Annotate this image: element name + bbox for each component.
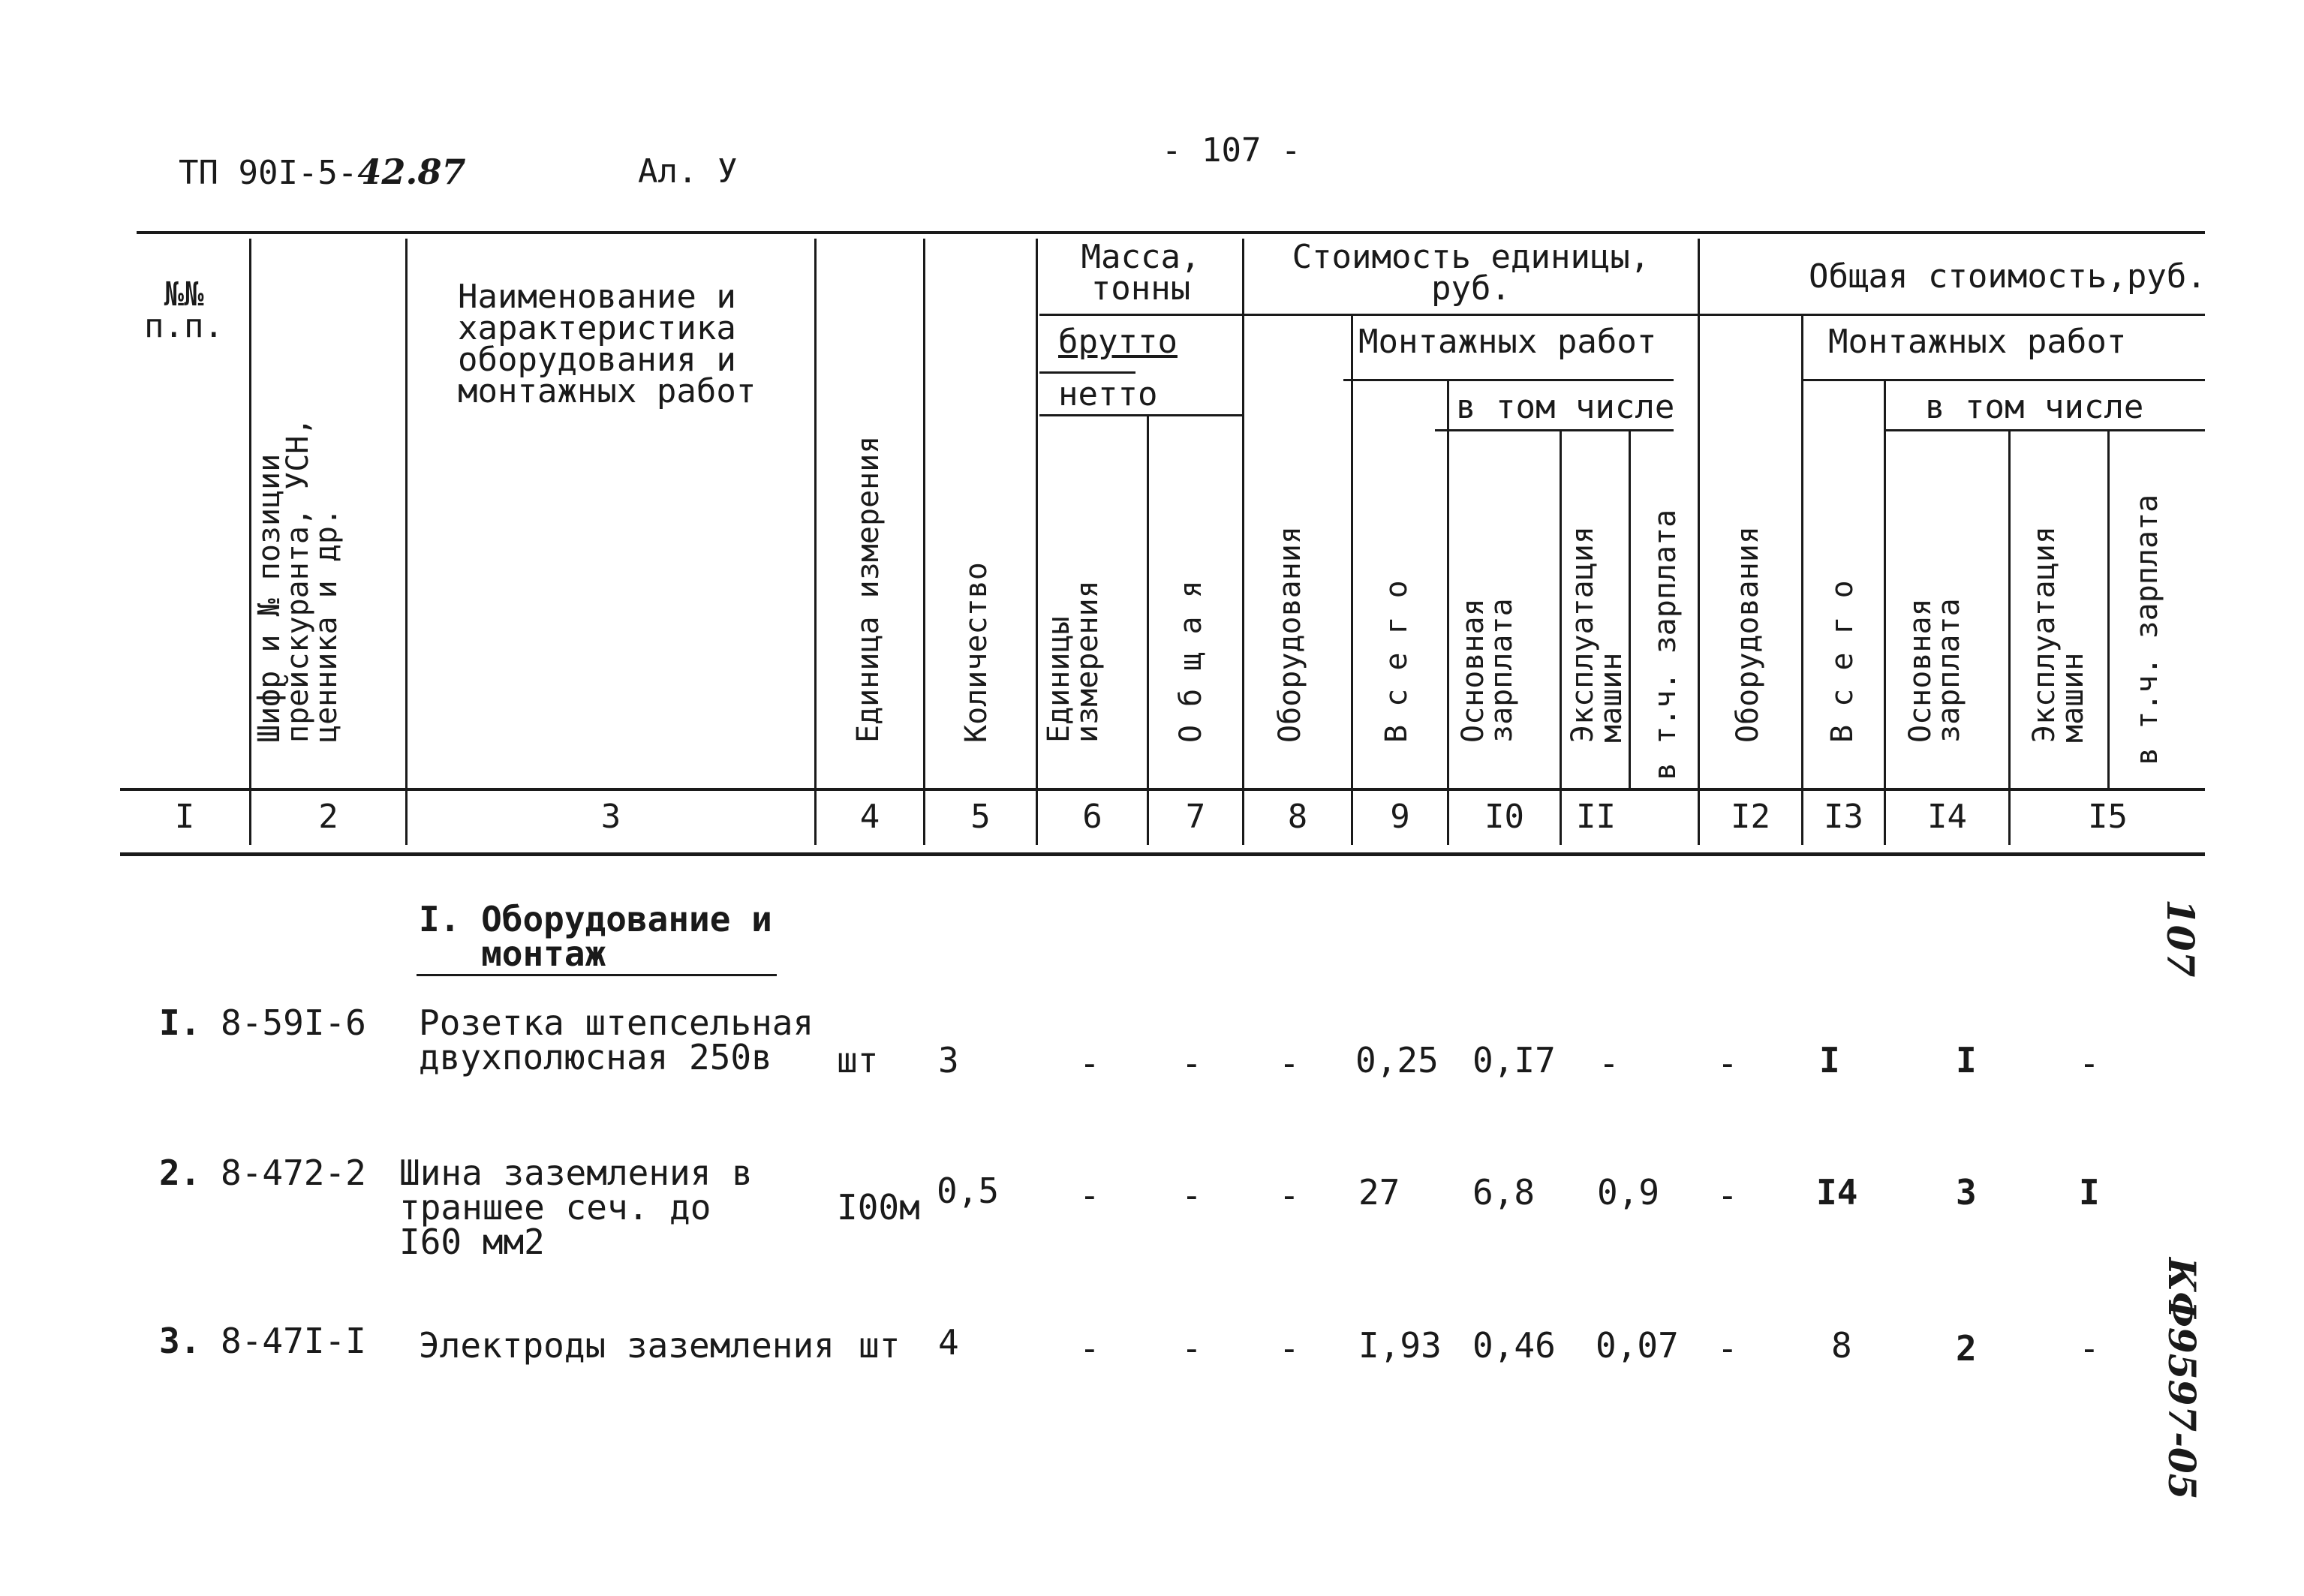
row-equip: -	[1279, 1043, 1300, 1084]
rule-install-split	[1343, 379, 1674, 381]
vline-1	[249, 239, 251, 845]
colnum-10: I0	[1484, 798, 1524, 836]
vline-10	[1560, 429, 1562, 845]
page-number: - 107 -	[1162, 131, 1301, 170]
vline-2	[405, 239, 408, 845]
header-total-incl: в том числе	[1925, 388, 2144, 426]
row-install-total: I,93	[1358, 1325, 1442, 1366]
row-name: Шина заземления в траншее сеч. до I60 мм2	[399, 1153, 753, 1262]
row-total-machines: I	[2079, 1172, 2100, 1213]
colnum-4: 4	[859, 798, 880, 836]
header-brutto: брутто	[1058, 323, 1178, 361]
row-total-install: I	[1819, 1040, 1840, 1081]
row-total-equip: -	[1717, 1043, 1738, 1084]
row-install-machines: 0,07	[1596, 1325, 1679, 1366]
row-qty: 3	[938, 1040, 959, 1081]
table-top-rule	[137, 231, 2205, 234]
vline-3	[814, 239, 817, 845]
colnum-8: 8	[1287, 798, 1308, 836]
section-title-underline	[417, 974, 777, 976]
vline-9	[1447, 379, 1449, 845]
row-code: 8-59I-6	[221, 1002, 366, 1043]
vline-4	[923, 239, 925, 845]
rule-install-split-total	[1801, 379, 2205, 381]
header-mass-group: Масса, тонны	[1081, 238, 1201, 308]
row-total-salary: 2	[1956, 1328, 1977, 1369]
row-mass-total: -	[1181, 1328, 1202, 1369]
header-col1: №№ п.п.	[144, 275, 224, 345]
row-install-machines: 0,9	[1597, 1172, 1660, 1213]
row-mass-total: -	[1181, 1175, 1202, 1216]
document-code-printed: ТП 90I-5-	[179, 154, 358, 192]
colnum-13: I3	[1824, 798, 1863, 836]
row-number: 3.	[159, 1321, 201, 1361]
row-total-equip: -	[1717, 1175, 1738, 1216]
row-total-machines: -	[2079, 1043, 2100, 1084]
header-total-cost-group: Общая стоимость,руб.	[1809, 257, 2206, 296]
row-total-equip: -	[1717, 1328, 1738, 1369]
row-qty: 0,5	[937, 1171, 1000, 1211]
row-total-install: 8	[1831, 1325, 1852, 1366]
header-col3: Наименование и характеристика оборудования и монтажных работ	[458, 278, 756, 410]
row-total-machines: -	[2079, 1328, 2100, 1369]
row-total-salary: 3	[1956, 1172, 1977, 1213]
row-install-total: 0,25	[1355, 1040, 1439, 1081]
header-unit-install-group: Монтажных работ	[1358, 323, 1657, 361]
album-label: Ал. У	[638, 152, 738, 191]
colnum-2: 2	[318, 798, 338, 836]
row-qty: 4	[938, 1322, 959, 1363]
vline-6	[1147, 416, 1149, 845]
colnum-14: I4	[1927, 798, 1967, 836]
row-equip: -	[1279, 1175, 1300, 1216]
header-netto: нетто	[1058, 375, 1158, 413]
colnum-3: 3	[600, 798, 621, 836]
rule-incl	[1435, 429, 1674, 431]
header-unit-cost-group: Стоимость единицы, руб.	[1292, 238, 1650, 308]
document-code-handwritten: 42.87	[357, 152, 466, 192]
colnum-7: 7	[1185, 798, 1206, 836]
rule-numbers-bottom	[120, 852, 2205, 856]
row-name: Розетка штепсельная двухполюсная 250в	[419, 1002, 814, 1078]
row-code: 8-47I-I	[221, 1321, 366, 1361]
vline-12	[1698, 239, 1700, 845]
colnum-15: I5	[2088, 798, 2128, 836]
colnum-12: I2	[1731, 798, 1770, 836]
row-mass-total: -	[1181, 1043, 1202, 1084]
rule-mass-split	[1039, 314, 2205, 316]
row-mass-unit: -	[1079, 1043, 1100, 1084]
row-install-salary: 0,I7	[1472, 1040, 1556, 1081]
vline-15	[2008, 429, 2011, 845]
rule-incl-total	[1884, 429, 2205, 431]
row-unit: шт	[837, 1040, 879, 1081]
row-install-total: 27	[1358, 1172, 1400, 1213]
vline-7	[1242, 239, 1244, 845]
row-number: 2.	[159, 1153, 201, 1193]
row-total-install: I4	[1816, 1172, 1858, 1213]
row-install-salary: 0,46	[1472, 1325, 1556, 1366]
header-total-install-group: Монтажных работ	[1828, 323, 2127, 361]
vline-11	[1629, 429, 1631, 788]
header-unit-incl: в том числе	[1456, 388, 1675, 426]
colnum-9: 9	[1390, 798, 1410, 836]
row-unit: шт	[859, 1325, 901, 1366]
row-install-salary: 6,8	[1472, 1172, 1535, 1213]
vline-8	[1351, 314, 1353, 845]
vline-13	[1801, 314, 1803, 845]
row-unit: I00м	[837, 1187, 920, 1228]
row-equip: -	[1279, 1328, 1300, 1369]
row-name: Электроды заземления	[419, 1325, 835, 1366]
document-code	[179, 152, 466, 192]
rule-brutto-netto	[1039, 371, 1135, 374]
rule-header-bottom	[120, 788, 2205, 791]
section-title: I. Оборудование и монтаж	[419, 899, 772, 974]
row-total-salary: I	[1956, 1040, 1977, 1081]
row-number: I.	[159, 1002, 201, 1043]
rule-netto	[1039, 414, 1242, 416]
vline-16	[2107, 429, 2110, 788]
row-code: 8-472-2	[221, 1153, 366, 1193]
row-install-machines: -	[1599, 1043, 1620, 1084]
colnum-6: 6	[1082, 798, 1102, 836]
colnum-11: II	[1576, 798, 1616, 836]
row-mass-unit: -	[1079, 1328, 1100, 1369]
colnum-5: 5	[970, 798, 991, 836]
vline-14	[1884, 379, 1886, 845]
colnum-1: I	[174, 798, 195, 836]
row-mass-unit: -	[1079, 1175, 1100, 1216]
vline-5	[1036, 239, 1038, 845]
